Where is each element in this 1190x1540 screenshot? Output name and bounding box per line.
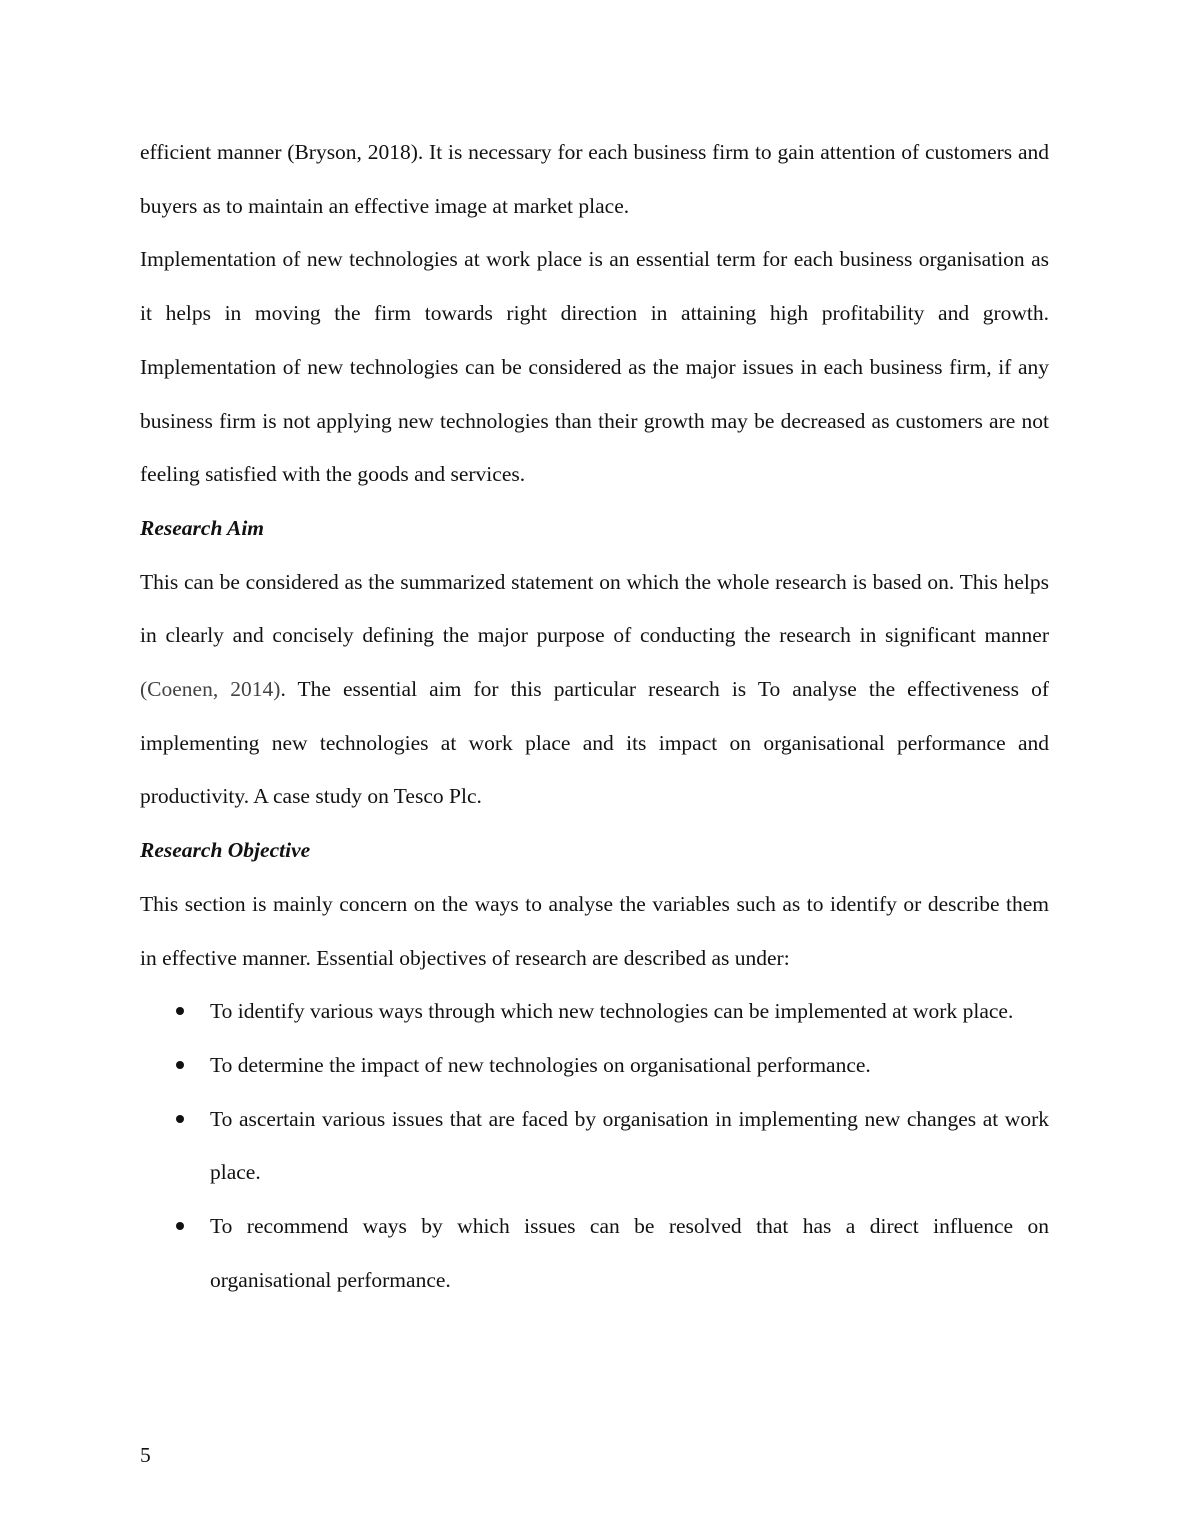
paragraph-intro-continued: efficient manner (Bryson, 2018). It is necessary for each business firm to gain attention of customers and buyers as to maintain an effective image at market place. [140,140,1049,218]
paragraph-implementation: Implementation of new technologies at work place is an essential term for each business organisation as it helps in moving the firm towards right direction in attaining high profitability and growth. Implementation of new technologies can be considered as the major issues in each business firm, if any business firm is not applying new technologies than their growth may be decreased as customers are not feeling satisfied with the goods and services. [140,247,1049,487]
bullet-icon [176,1061,184,1069]
objective-text: To identify various ways through which new technologies can be implemented at work place. [210,999,1014,1024]
paragraph-research-aim [140,556,1049,825]
objective-text: To ascertain various issues that are faced by organisation in implementing new changes at work place. [210,1106,1049,1185]
objective-text: To recommend ways by which issues can be resolved that has a direct influence on organisational performance. [210,1214,1049,1292]
research-aim-text-start: This can be considered as the summarized statement on which the whole research is based on. This helps in clearly and concisely defining the major purpose of conducting the research in significant manner [140,569,1049,648]
page-content [140,126,1049,1307]
paragraph-research-objective: This section is mainly concern on the ways to analyse the variables such as to identify or describe them in effective manner. Essential objectives of research are described as under: [140,891,1049,970]
citation-coenen: (Coenen, 2014) [140,677,281,702]
objectives-list [140,985,1049,1307]
list-item [140,1039,1049,1093]
list-item [140,985,1049,1039]
bullet-icon [176,1007,184,1015]
bullet-icon [176,1222,184,1230]
research-aim-text-end: . The essential aim for this particular research is To analyse the effectiveness of implementing new technologies at work place and its impact on organisational performance and productivity. A case study on Tesco Plc. [140,677,1049,809]
objective-text: To determine the impact of new technologies on organisational performance. [210,1052,871,1077]
list-item [140,1200,1049,1307]
bullet-icon [176,1115,184,1123]
page-number: 5 [140,1443,151,1467]
list-item [140,1093,1049,1200]
research-aim-heading: Research Aim [140,515,265,540]
research-objective-heading: Research Objective [140,838,311,863]
